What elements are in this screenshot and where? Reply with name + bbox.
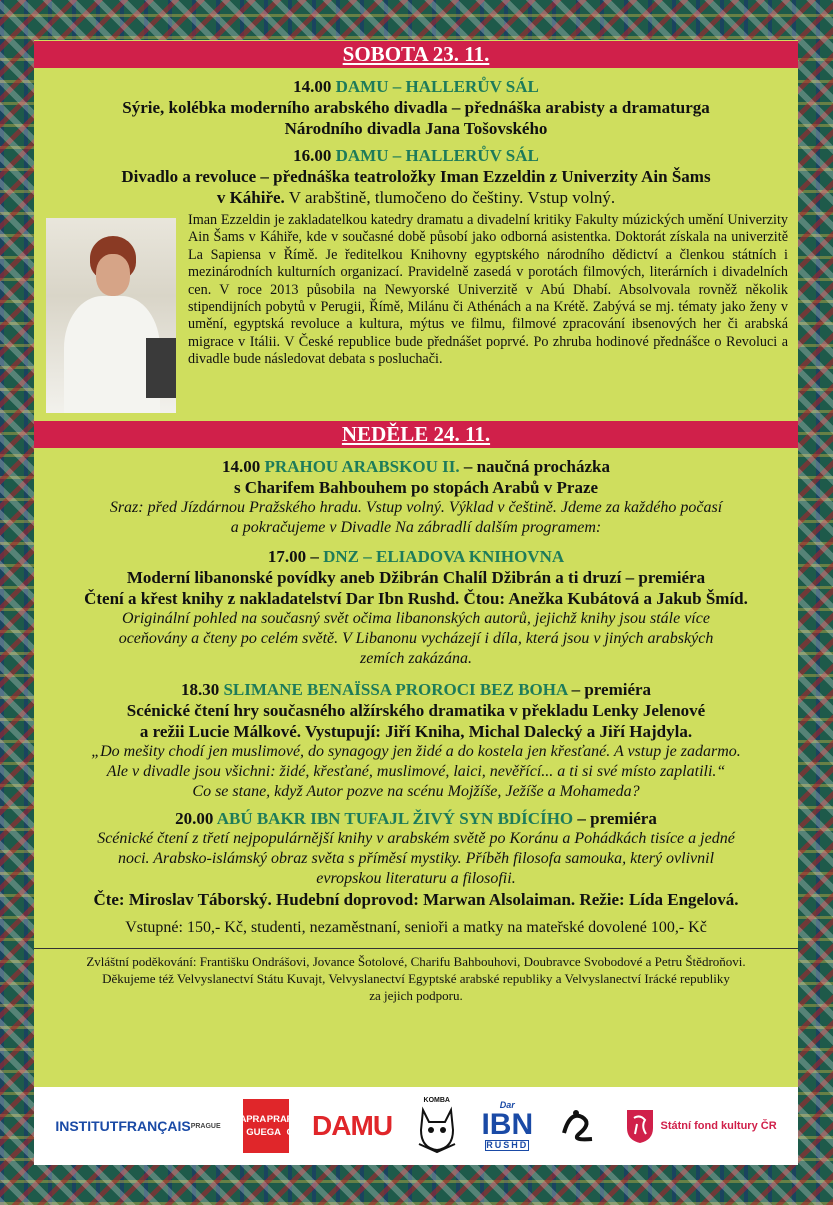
event-description: a režii Lucie Málkové. Vystupují: Jiří Kniha, Michal Dalecký a Jiří Hajdyla. xyxy=(139,722,693,741)
event-description: Národního divadla Jana Tošovského xyxy=(284,119,548,138)
event-note: Originální pohled na současný svět očima libanonských autorů, jejichž knihy jsou stále více xyxy=(122,610,710,627)
event-time: 18.30 xyxy=(180,680,224,699)
event-time: 20.00 xyxy=(175,809,217,828)
entry-fee: Vstupné: 150,- Kč, studenti, nezaměstnaní, senioři a matky na mateřské dovolené 100,- Kč xyxy=(125,919,707,936)
event-note: Ale v divadle jsou všichni: židé, křesťané, muslimové, laici, nevěřící... a ti si své místo zaplatili.“ xyxy=(106,763,726,780)
event-time: 16.00 xyxy=(293,146,336,165)
event-description: s Charifem Bahbouhem po stopách Arabů v Praze xyxy=(233,478,599,497)
event-heading xyxy=(34,546,798,567)
event-sunday-1 xyxy=(34,456,798,538)
event-note-text: V arabštině, tlumočeno do češtiny. Vstup volný. xyxy=(284,188,616,207)
day-banner-sunday: NEDĚLE 24. 11. xyxy=(34,421,798,448)
event-heading xyxy=(34,679,798,700)
event-note: Sraz: před Jízdárnou Pražského hradu. Vstup volný. Výklad v češtině. Jdeme za každého počasí xyxy=(109,499,723,516)
event-sunday-3 xyxy=(34,679,798,802)
event-venue: DAMU – HALLERŮV SÁL xyxy=(335,77,539,96)
event-time: 17.00 – xyxy=(267,547,324,566)
event-note: Scénické čtení z třetí nejpopulárnější knihy v arabském světě po Koránu a Pohádkách tisíce a jedné xyxy=(97,830,735,847)
event-description: Divadlo a revoluce – přednáška teatroložky Iman Ezzeldin z Univerzity Ain Šams xyxy=(121,167,711,186)
event-description: Moderní libanonské povídky aneb Džibrán Chalíl Džibrán a ti druzí – premiéra xyxy=(126,568,706,587)
event-heading xyxy=(34,145,798,166)
event-description: Sýrie, kolébka moderního arabského divadla – přednáška arabisty a dramaturga xyxy=(122,98,710,117)
event-sunday-4 xyxy=(34,808,798,910)
event-venue: DNZ – ELIADOVA KNIHOVNA xyxy=(323,547,565,566)
event-venue: ABÚ BAKR IBN TUFAJL ŽIVÝ SYN BDÍCÍHO xyxy=(216,809,574,828)
cat-icon xyxy=(415,1104,459,1156)
acknowledgement-line: za jejich podporu. xyxy=(369,988,463,1003)
event-note: zemích zakázána. xyxy=(360,650,472,667)
event-note: „Do mešity chodí jen muslimové, do synagogy jen židé a do kostela jen křesťané. A vstup je zadarmo. xyxy=(91,743,741,760)
event-note: noci. Arabsko-islámský obraz světa s příměsí mystiky. Příběh filosofa samouka, který ovlivnil xyxy=(117,850,715,867)
komba-cat-logo: KOMBA xyxy=(415,1097,459,1156)
event-note: oceňovány a čteny po celém světě. V Libanonu vycházejí i díla, která jsou v jiných arabských xyxy=(118,630,714,647)
event-saturday-2 xyxy=(34,145,798,208)
event-description: Čte: Miroslav Táborský. Hudební doprovod: Marwan Alsolaiman. Režie: Lída Engelová. xyxy=(93,890,739,909)
sponsor-logos xyxy=(34,1087,798,1165)
acknowledgements xyxy=(34,953,798,1004)
calligraphy-icon xyxy=(556,1103,602,1149)
czech-lion-shield-icon xyxy=(625,1108,655,1144)
dar-ibn-rushd-logo: Dar IBN RUSHD xyxy=(481,1100,534,1150)
event-time: 14.00 xyxy=(222,457,265,476)
acknowledgement-line: Děkujeme též Velvyslanectví Státu Kuvajt, Velvyslanectví Egyptské arabské republiky a Velvyslanectví Irácké republiky xyxy=(102,971,730,986)
program-panel xyxy=(34,40,798,1165)
speaker-bio: Iman Ezzeldin je zakladatelkou katedry dramatu a divadelní kritiky Fakulty múzických umění Univerzity Ain Šams v Káhiře, kde v současné době působí jako odborná asistentka. Doktorát získala na univerzitě La Sapiensa v Římě. Je ředitelkou Knihovny egyptského národního dědictví a členkou státních i mezinárodních kulturních organizací. Pravidelně zasedá v porotách filmových, literárních i divadelních cen. V roce 2013 působila na Newyorské Univerzitě v Abú Dhabí. Absolvovala rovněž několik stipendijních pobytů v Perugii, Římě, Milánu či Athénách a na Krétě. Zabývá se mj. tématy jako ženy v umění, egyptská revoluce a kultura, mýtus ve filmu, filmové zpracování ibsenových her či arabská migrace v Itálii. V České republice bude přednášet poprvé. Po zhruba hodinové přednášce o Revoluci a divadle bude následovat debata s posluchači. xyxy=(188,212,788,368)
event-description: Čtení a křest knihy z nakladatelství Dar Ibn Rushd. Čtou: Anežka Kubátová a Jakub Šmíd. xyxy=(84,589,748,608)
event-heading xyxy=(34,76,798,97)
event-note xyxy=(34,187,798,208)
event-time: 14.00 xyxy=(293,77,336,96)
acknowledgement-line: Zvláštní poděkování: Františku Ondrášovi, Jovance Šotolové, Charifu Bahbouhovi, Doubravce Svobodové a Petru Štědroňovi. xyxy=(86,954,746,969)
event-description: Scénické čtení hry současného alžírského dramatika v překladu Lenky Jelenové xyxy=(126,701,706,720)
arabic-calligraphy-logo xyxy=(556,1103,602,1149)
institut-francais-logo: INSTITUT FRANÇAIS PRAGUE xyxy=(55,1117,221,1134)
speaker-section xyxy=(34,208,798,413)
speaker-photo xyxy=(46,218,176,413)
event-note: a pokračujeme v Divadle Na zábradlí dalším programem: xyxy=(230,519,602,536)
event-saturday-1 xyxy=(34,76,798,139)
event-sunday-2 xyxy=(34,546,798,669)
event-venue: SLIMANE BENAÏSSA PROROCI BEZ BOHA xyxy=(223,680,568,699)
event-type: – premiéra xyxy=(567,680,652,699)
event-type: – naučná procházka xyxy=(459,457,610,476)
divider xyxy=(34,948,798,949)
event-type: – premiéra xyxy=(573,809,657,828)
event-venue: DAMU – HALLERŮV SÁL xyxy=(335,146,539,165)
damu-logo: DAMU xyxy=(312,1110,393,1141)
event-description: v Káhiře. xyxy=(216,188,285,207)
event-venue: PRAHOU ARABSKOU II. xyxy=(264,457,460,476)
event-heading xyxy=(34,456,798,477)
praha-logo: PRA HA PRA GUE PRA GA PRA G xyxy=(243,1099,289,1153)
statni-fond-kultury-logo: Státní fond kultury ČR xyxy=(625,1108,777,1144)
day-banner-saturday: SOBOTA 23. 11. xyxy=(34,41,798,68)
event-note: evropskou literaturu a filosofii. xyxy=(316,870,516,887)
event-heading xyxy=(34,808,798,829)
event-note: Co se stane, když Autor pozve na scénu Mojžíše, Ježíše a Mohameda? xyxy=(192,783,640,800)
